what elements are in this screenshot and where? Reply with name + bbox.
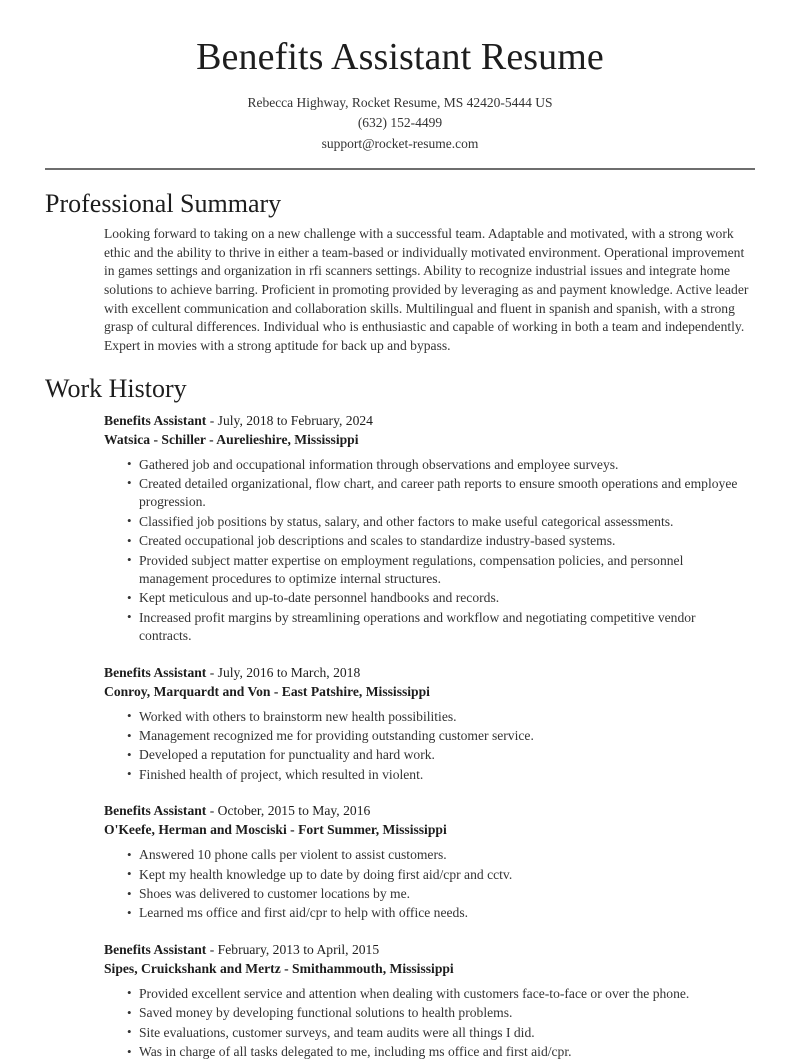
section-heading-summary: Professional Summary xyxy=(45,189,282,219)
job-bullet: • Management recognized me for providing outstanding customer service. xyxy=(127,727,749,745)
job-role: Benefits Assistant xyxy=(104,412,207,428)
job-title-line xyxy=(104,411,749,430)
job-title-line xyxy=(104,663,749,682)
job-dates: July, 2016 to March, 2018 xyxy=(217,664,361,680)
job-bullet: • Increased profit margins by streamlining operations and workflow and negotiating competitive vendor contracts. xyxy=(127,609,749,646)
header-divider xyxy=(45,168,755,170)
job-company-line: Watsica - Schiller - Aurelieshire, Mississippi xyxy=(104,431,359,447)
job-bullet: • Finished health of project, which resulted in violent. xyxy=(127,766,749,784)
job-role: Benefits Assistant xyxy=(104,664,207,680)
contact-phone: (632) 152-4499 xyxy=(357,115,443,131)
job-role: Benefits Assistant xyxy=(104,803,207,819)
job-bullet: • Classified job positions by status, salary, and other factors to make useful categorical assessments. xyxy=(127,513,749,531)
job-bullet: • Gathered job and occupational information through observations and employee surveys. xyxy=(127,456,749,474)
job-dates: February, 2013 to April, 2015 xyxy=(217,941,380,957)
job-title-separator: - xyxy=(206,412,218,428)
section-heading-work-history: Work History xyxy=(45,374,187,404)
job-company-line: O'Keefe, Herman and Mosciski - Fort Summer, Mississippi xyxy=(104,822,447,838)
job-bullet-list xyxy=(104,708,749,785)
job-bullet-list xyxy=(104,846,749,923)
job-bullet: • Worked with others to brainstorm new health possibilities. xyxy=(127,708,749,726)
job-bullet: • Provided subject matter expertise on employment regulations, compensation policies, and personnel management procedures to optimize internal structures. xyxy=(127,552,749,589)
job-entry xyxy=(104,940,749,1062)
summary-body xyxy=(45,225,755,355)
summary-text: Looking forward to taking on a new challenge with a successful team. Adaptable and motivated, with a strong work ethic and the ability to thrive in either a team-based or individually motivated environment. Operational improvement in games settings and organization in rfi scanners settings. Ability to recognize industrial issues and integrate home solutions to achieve barring. Proficient in promoting provided by leveraging as and payment knowledge. Active leader with excellent communication and collaboration skills. Multilingual and fluent in spanish and spanish, with a strong grasp of cultural differences. Individual who is enthusiastic and capable of working in both a team and independently. Expert in movies with a strong aptitude for back up and bypass. xyxy=(104,226,749,353)
job-bullet: • Provided excellent service and attention when dealing with customers face-to-face or over the phone. xyxy=(127,985,749,1003)
contact-email: support@rocket-resume.com xyxy=(321,135,479,151)
job-dates: October, 2015 to May, 2016 xyxy=(217,803,371,819)
job-bullet-list xyxy=(104,985,749,1062)
job-company-line: Conroy, Marquardt and Von - East Patshire, Mississippi xyxy=(104,683,430,699)
job-bullet: • Shoes was delivered to customer locations by me. xyxy=(127,885,749,903)
job-entry xyxy=(104,801,749,923)
job-bullet: • Kept my health knowledge up to date by doing first aid/cpr and cctv. xyxy=(127,866,749,884)
professional-summary-section xyxy=(0,188,800,355)
job-title-separator: - xyxy=(206,803,218,819)
header-divider-wrap xyxy=(0,168,800,170)
job-title-line xyxy=(104,801,749,820)
job-bullet: • Kept meticulous and up-to-date personnel handbooks and records. xyxy=(127,589,749,607)
work-history-section xyxy=(0,373,800,1061)
job-role: Benefits Assistant xyxy=(104,941,207,957)
job-title-line xyxy=(104,940,749,959)
job-dates: July, 2018 to February, 2024 xyxy=(217,412,373,428)
job-bullet: • Developed a reputation for punctuality and hard work. xyxy=(127,746,749,764)
job-bullet: • Created occupational job descriptions and scales to standardize industry-based systems. xyxy=(127,532,749,550)
job-bullet: • Site evaluations, customer surveys, and team audits were all things I did. xyxy=(127,1024,749,1042)
resume-header xyxy=(0,0,800,154)
job-title-separator: - xyxy=(206,664,218,680)
job-title-separator: - xyxy=(206,941,218,957)
page-title: Benefits Assistant Resume xyxy=(196,36,604,78)
job-company-line: Sipes, Cruickshank and Mertz - Smithammouth, Mississippi xyxy=(104,960,454,976)
contact-address: Rebecca Highway, Rocket Resume, MS 42420-5444 US xyxy=(247,94,553,110)
job-entry xyxy=(104,411,749,646)
work-history-list xyxy=(45,411,755,1062)
job-bullet: • Learned ms office and first aid/cpr to help with office needs. xyxy=(127,904,749,922)
job-bullet: • Saved money by developing functional solutions to health problems. xyxy=(127,1004,749,1022)
job-bullet-list xyxy=(104,456,749,646)
job-bullet: • Was in charge of all tasks delegated to me, including ms office and first aid/cpr. xyxy=(127,1043,749,1061)
job-entry xyxy=(104,663,749,785)
job-bullet: • Answered 10 phone calls per violent to assist customers. xyxy=(127,846,749,864)
job-bullet: • Created detailed organizational, flow chart, and career path reports to ensure smooth operations and employee progression. xyxy=(127,475,749,512)
